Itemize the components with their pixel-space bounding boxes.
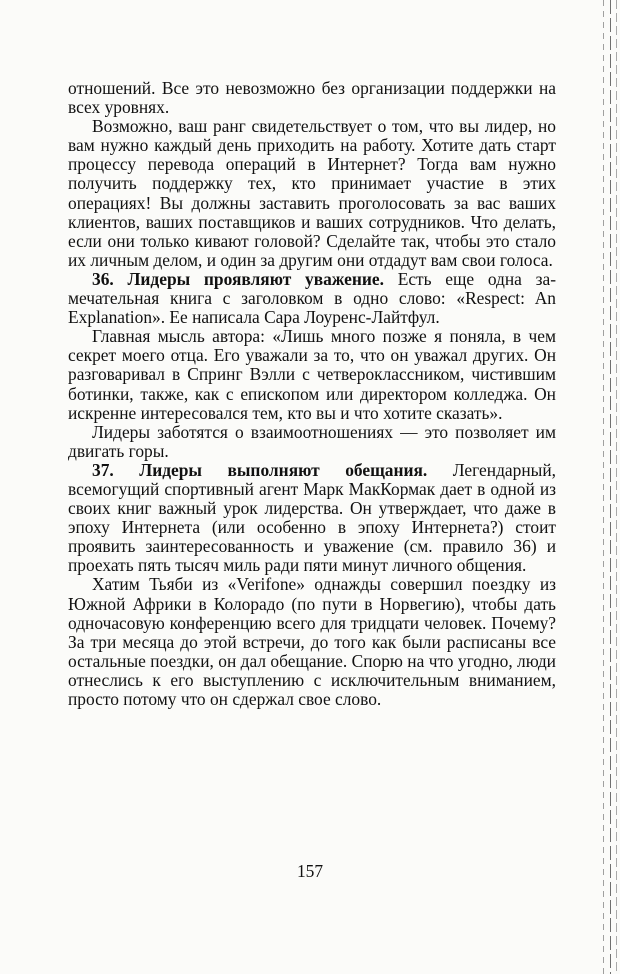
paragraph-1	[68, 79, 556, 117]
paragraph-2-text: Возможно, ваш ранг свидетельствует о том, что вы лидер, но вам нужно каждый день приходить на работу. Хотите дать старт процессу перевода операций в Интернет? Тогда вам нужно получить поддержку тех, кто принимает участие в этих операциях! Вы должны заставить проголосовать за вас ваших клиентов, ваших поставщиков и ваших сотрудников. Что делать, если они только кивают головой? Сделайте так, чтобы это стало их личным делом, и один за другим они отдадут вам свои голоса.	[68, 116, 556, 270]
paragraph-3-text: Есть еще одна замечательная книга с заголовком в одно слово: «Respect: An Explanation». Ее написала Сара Лоуренс-Лайтфул.	[68, 268, 556, 328]
scan-artifact-line	[603, 0, 604, 974]
paragraph-7	[68, 575, 556, 709]
paragraph-7-text: Хатим Тьяби из «Verifone» однажды совершил поездку из Южной Африки в Колорадо (по пути в Норвегию), чтобы дать одночасовую конференцию всего для тридцати человек. Почему? За три месяца до этой встречи, до того как были расписаны все остальные поездки, он дал обещание. Спорю на что угодно, люди отнеслись к его выступлению с исключительным вниманием, просто потому что он сдержал свое слово.	[68, 574, 556, 709]
paragraph-1-text: отношений. Все это невозможно без организации поддержки на всех уровнях.	[68, 78, 556, 118]
paragraph-4-text: Главная мысль автора: «Лишь много позже я поняла, в чем секрет моего отца. Его уважали за то, что он уважал других. Он разговаривал в Спринг Вэлли с четвероклассником, чистившим ботинки, также, как с епископом или директором колледжа. Он искренне интересовался тем, кто вы и что хотите сказать».	[68, 326, 556, 423]
paragraph-3	[68, 270, 556, 327]
scan-artifact-line	[610, 0, 611, 974]
paragraph-5	[68, 423, 556, 461]
paragraph-2	[68, 117, 556, 270]
body-text	[68, 79, 556, 709]
rule-37-heading: 37. Лидеры выполняют обещания.	[92, 459, 428, 480]
rule-36-heading: 36. Лидеры проявляют уважение.	[92, 268, 384, 289]
paragraph-4	[68, 327, 556, 422]
paragraph-6	[68, 461, 556, 576]
paragraph-6-text: Легендарный, всемогущий спортивный агент Марк МакКормак дает в одной из своих книг важный урок лидерства. Он утверждает, что даже в эпоху Интернета (или особенно в эпоху Интернета?) стоит проявить заинтересованность и уважение (см. правило 36) и проехать пять тысяч миль ради пяти минут личного общения.	[68, 459, 556, 576]
page-number: 157	[296, 861, 324, 881]
scan-artifact-line	[616, 0, 617, 974]
paragraph-5-text: Лидеры заботятся о взаимоотношениях — это позволяет им двигать горы.	[68, 421, 556, 461]
